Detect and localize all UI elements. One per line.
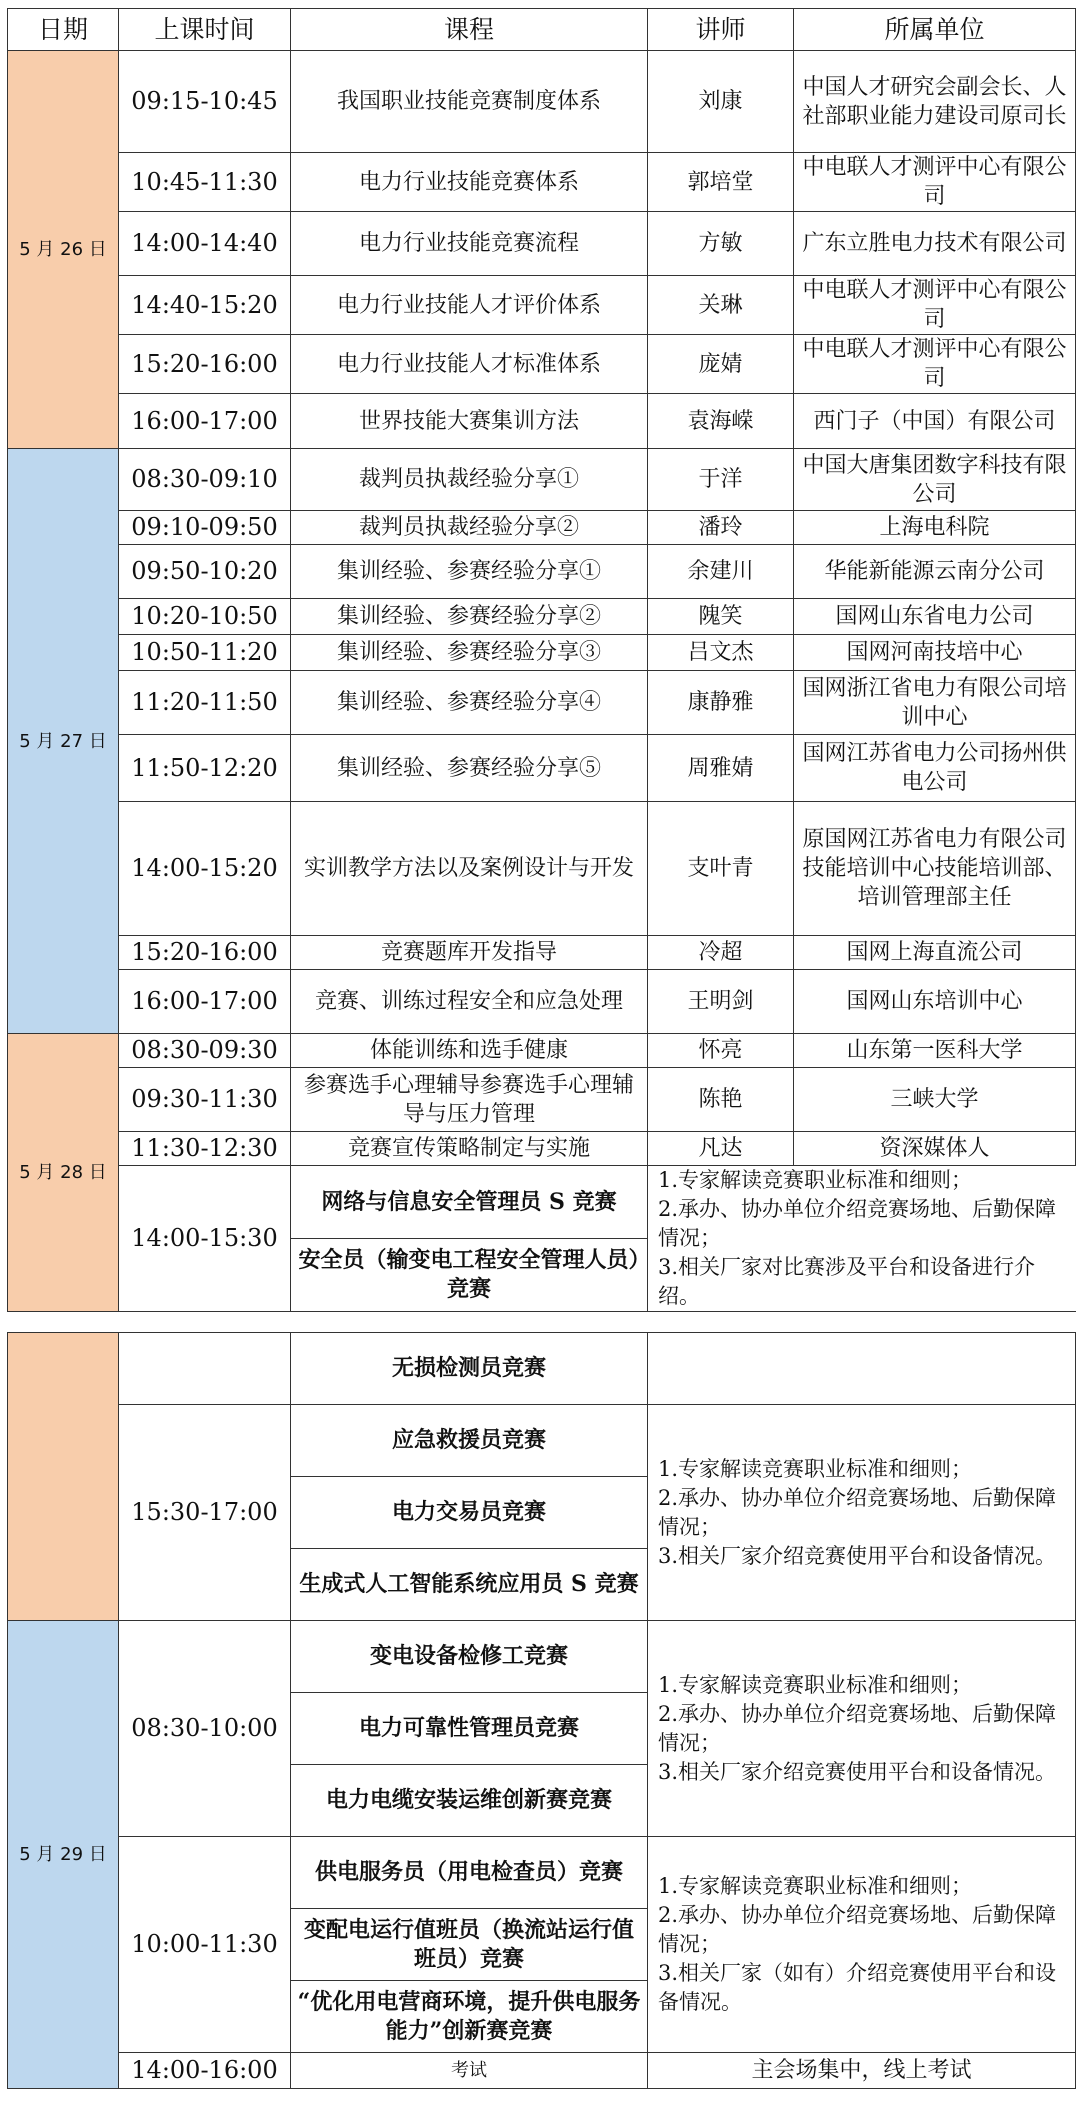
schedule-table-page2 (7, 1332, 1076, 2089)
time-cell: 10:20-10:50 (119, 599, 291, 635)
unit-cell: 广东立胜电力技术有限公司 (794, 212, 1076, 276)
note-line: 1.专家解读竞赛职业标准和细则； (658, 1168, 973, 1192)
unit-cell: 国网山东省电力公司 (794, 599, 1076, 635)
date-cell-day1: 5 月 26 日 (8, 51, 119, 449)
table-row (8, 1166, 1076, 1239)
unit-cell: 原国网江苏省电力有限公司技能培训中心技能培训部、培训管理部主任 (794, 802, 1076, 936)
course-cell: 考试 (291, 2053, 648, 2089)
table-row (8, 1132, 1076, 1166)
teacher-cell: 庞婧 (648, 335, 794, 394)
course-cell: 应急救援员竞赛 (291, 1405, 648, 1477)
unit-cell: 国网上海直流公司 (794, 936, 1076, 970)
unit-cell: 国网浙江省电力有限公司培训中心 (794, 671, 1076, 735)
time-cell: 15:20-16:00 (119, 335, 291, 394)
header-date: 日期 (8, 9, 119, 51)
time-cell: 09:50-10:20 (119, 545, 291, 599)
course-cell: 实训教学方法以及案例设计与开发 (291, 802, 648, 936)
teacher-cell: 吕文杰 (648, 635, 794, 671)
note-line: 3.相关厂家介绍竞赛使用平台和设备情况。 (658, 1759, 1057, 1784)
date-cell-day3-cont (8, 1333, 119, 1621)
notes-cell (648, 1405, 1076, 1621)
header-time: 上课时间 (119, 9, 291, 51)
notes-cell (648, 1166, 1076, 1312)
header-unit: 所属单位 (794, 9, 1076, 51)
time-cell: 10:45-11:30 (119, 153, 291, 212)
unit-cell: 中电联人才测评中心有限公司 (794, 276, 1076, 335)
course-cell: 变电设备检修工竞赛 (291, 1621, 648, 1693)
time-cell-empty (119, 1333, 291, 1405)
table-row (8, 394, 1076, 449)
course-cell: 电力行业技能人才评价体系 (291, 276, 648, 335)
note-line: 1.专家解读竞赛职业标准和细则； (658, 1456, 973, 1481)
header-row (8, 9, 1076, 51)
teacher-cell: 关琳 (648, 276, 794, 335)
teacher-cell: 潘玲 (648, 511, 794, 545)
teacher-cell: 刘康 (648, 51, 794, 153)
time-cell: 11:20-11:50 (119, 671, 291, 735)
time-cell: 10:00-11:30 (119, 1837, 291, 2053)
course-cell: 参赛选手心理辅导参赛选手心理辅导与压力管理 (291, 1068, 648, 1132)
time-cell: 14:00-16:00 (119, 2053, 291, 2089)
unit-cell: 三峡大学 (794, 1068, 1076, 1132)
table-row (8, 276, 1076, 335)
teacher-cell: 怀亮 (648, 1034, 794, 1068)
header-teacher: 讲师 (648, 9, 794, 51)
time-cell: 08:30-09:10 (119, 449, 291, 511)
time-cell: 09:10-09:50 (119, 511, 291, 545)
table-row (8, 599, 1076, 635)
teacher-cell: 康静雅 (648, 671, 794, 735)
note-line: 3.相关厂家对比赛涉及平台和设备进行介绍。 (658, 1255, 1036, 1308)
table-row (8, 970, 1076, 1034)
course-cell: 裁判员执裁经验分享② (291, 511, 648, 545)
table-row (8, 671, 1076, 735)
unit-cell: 西门子（中国）有限公司 (794, 394, 1076, 449)
notes-cell (648, 1837, 1076, 2053)
time-cell: 09:30-11:30 (119, 1068, 291, 1132)
teacher-cell: 隗笑 (648, 599, 794, 635)
teacher-cell: 余建川 (648, 545, 794, 599)
unit-cell: 资深媒体人 (794, 1132, 1076, 1166)
course-cell: 电力交易员竞赛 (291, 1477, 648, 1549)
time-cell: 14:00-15:20 (119, 802, 291, 936)
time-cell: 11:30-12:30 (119, 1132, 291, 1166)
notes-cell-empty (648, 1333, 1076, 1405)
teacher-cell: 凡达 (648, 1132, 794, 1166)
course-cell: 电力行业技能竞赛流程 (291, 212, 648, 276)
date-cell-day2: 5 月 27 日 (8, 449, 119, 1034)
course-cell: 裁判员执裁经验分享① (291, 449, 648, 511)
teacher-cell: 方敏 (648, 212, 794, 276)
unit-cell: 中电联人才测评中心有限公司 (794, 153, 1076, 212)
course-cell: 安全员（输变电工程安全管理人员）竞赛 (291, 1239, 648, 1312)
course-cell: 体能训练和选手健康 (291, 1034, 648, 1068)
time-cell: 14:00-15:30 (119, 1166, 291, 1312)
teacher-cell: 周雅婧 (648, 735, 794, 802)
unit-cell: 国网山东培训中心 (794, 970, 1076, 1034)
course-cell: 生成式人工智能系统应用员 S 竞赛 (291, 1549, 648, 1621)
time-cell: 10:50-11:20 (119, 635, 291, 671)
time-cell: 08:30-10:00 (119, 1621, 291, 1837)
unit-cell: 国网江苏省电力公司扬州供电公司 (794, 735, 1076, 802)
course-cell: 供电服务员（用电检查员）竞赛 (291, 1837, 648, 1909)
unit-cell: 国网河南技培中心 (794, 635, 1076, 671)
teacher-cell: 王明剑 (648, 970, 794, 1034)
teacher-cell: 于洋 (648, 449, 794, 511)
time-cell: 15:30-17:00 (119, 1405, 291, 1621)
note-line: 2.承办、协办单位介绍竞赛场地、后勤保障情况； (658, 1197, 1057, 1250)
time-cell: 08:30-09:30 (119, 1034, 291, 1068)
unit-cell: 华能新能源云南分公司 (794, 545, 1076, 599)
unit-cell: 中国人才研究会副会长、人社部职业能力建设司原司长 (794, 51, 1076, 153)
time-cell: 14:00-14:40 (119, 212, 291, 276)
schedule-table-page1 (7, 8, 1076, 1312)
course-cell: 网络与信息安全管理员 S 竞赛 (291, 1166, 648, 1239)
table-row (8, 1034, 1076, 1068)
course-cell: 集训经验、参赛经验分享⑤ (291, 735, 648, 802)
note-line: 2.承办、协办单位介绍竞赛场地、后勤保障情况； (658, 1485, 1057, 1539)
teacher-cell: 郭培堂 (648, 153, 794, 212)
exam-note-cell: 主会场集中，线上考试 (648, 2053, 1076, 2089)
unit-cell: 中电联人才测评中心有限公司 (794, 335, 1076, 394)
teacher-cell: 支叶青 (648, 802, 794, 936)
course-cell: 电力行业技能人才标准体系 (291, 335, 648, 394)
time-cell: 09:15-10:45 (119, 51, 291, 153)
table-row (8, 802, 1076, 936)
notes-cell (648, 1621, 1076, 1837)
date-cell-day4: 5 月 29 日 (8, 1621, 119, 2089)
table-row (8, 1405, 1076, 1477)
table-row (8, 635, 1076, 671)
table-row (8, 335, 1076, 394)
table-row (8, 936, 1076, 970)
note-line: 3.相关厂家（如有）介绍竞赛使用平台和设备情况。 (658, 1961, 1057, 2014)
course-cell: “优化用电营商环境，提升供电服务能力”创新赛竞赛 (291, 1981, 648, 2053)
table-row (8, 153, 1076, 212)
course-cell: 我国职业技能竞赛制度体系 (291, 51, 648, 153)
course-cell: 竞赛宣传策略制定与实施 (291, 1132, 648, 1166)
note-line: 1.专家解读竞赛职业标准和细则； (658, 1874, 973, 1898)
time-cell: 11:50-12:20 (119, 735, 291, 802)
note-line: 3.相关厂家介绍竞赛使用平台和设备情况。 (658, 1543, 1057, 1568)
time-cell: 15:20-16:00 (119, 936, 291, 970)
course-cell: 竞赛、训练过程安全和应急处理 (291, 970, 648, 1034)
note-line: 2.承办、协办单位介绍竞赛场地、后勤保障情况； (658, 1903, 1057, 1956)
course-cell: 竞赛题库开发指导 (291, 936, 648, 970)
course-cell: 集训经验、参赛经验分享③ (291, 635, 648, 671)
course-cell: 集训经验、参赛经验分享④ (291, 671, 648, 735)
table-row (8, 1837, 1076, 1909)
date-cell-day3: 5 月 28 日 (8, 1034, 119, 1312)
table-row (8, 511, 1076, 545)
teacher-cell: 冷超 (648, 936, 794, 970)
table-row (8, 212, 1076, 276)
unit-cell: 中国大唐集团数字科技有限公司 (794, 449, 1076, 511)
note-line: 2.承办、协办单位介绍竞赛场地、后勤保障情况； (658, 1701, 1057, 1755)
course-cell: 电力行业技能竞赛体系 (291, 153, 648, 212)
table-row (8, 2053, 1076, 2089)
table-row (8, 1333, 1076, 1405)
table-row (8, 449, 1076, 511)
table-row (8, 1068, 1076, 1132)
course-cell: 电力电缆安装运维创新赛竞赛 (291, 1765, 648, 1837)
time-cell: 16:00-17:00 (119, 970, 291, 1034)
table-row (8, 735, 1076, 802)
teacher-cell: 陈艳 (648, 1068, 794, 1132)
course-cell: 世界技能大赛集训方法 (291, 394, 648, 449)
course-cell: 无损检测员竞赛 (291, 1333, 648, 1405)
time-cell: 14:40-15:20 (119, 276, 291, 335)
course-cell: 集训经验、参赛经验分享② (291, 599, 648, 635)
table-row (8, 51, 1076, 153)
time-cell: 16:00-17:00 (119, 394, 291, 449)
unit-cell: 山东第一医科大学 (794, 1034, 1076, 1068)
table-row (8, 1621, 1076, 1693)
course-cell: 电力可靠性管理员竞赛 (291, 1693, 648, 1765)
table-row (8, 545, 1076, 599)
course-cell: 集训经验、参赛经验分享① (291, 545, 648, 599)
unit-cell: 上海电科院 (794, 511, 1076, 545)
note-line: 1.专家解读竞赛职业标准和细则； (658, 1672, 973, 1697)
header-course: 课程 (291, 9, 648, 51)
course-cell: 变配电运行值班员（换流站运行值班员）竞赛 (291, 1909, 648, 1981)
teacher-cell: 袁海嵘 (648, 394, 794, 449)
